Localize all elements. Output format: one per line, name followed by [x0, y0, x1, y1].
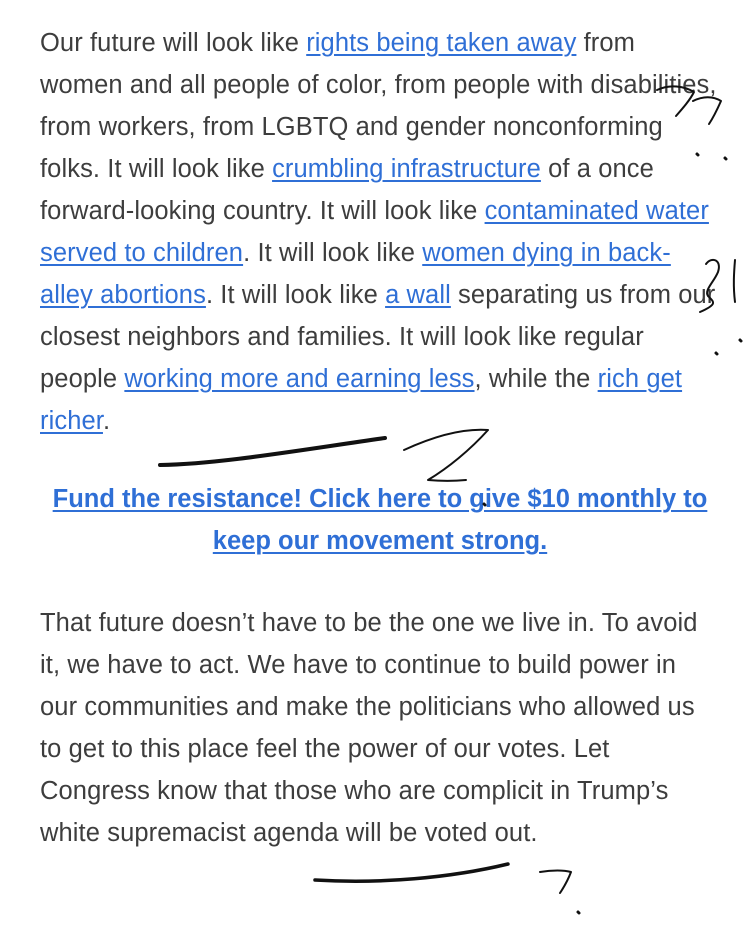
- paragraph-action: That future doesn’t have to be the one we live in. To avoid it, we have to act. We have to continue to build power in our communities and make the politicians who allowed us to get to this place feel the power of our votes. Let Congress know that those who are complicit in Trump’s white supremacist agenda will be voted out.: [40, 609, 698, 847]
- text-segment: separating us from our closest neighbors and families. It will look like regular people: [40, 281, 716, 393]
- link-back-alley-abortions[interactable]: women dying in back-alley abortions: [40, 239, 671, 309]
- ink-squiggle-bottom: [540, 871, 571, 894]
- link-working-more-earning-less[interactable]: working more and earning less: [124, 365, 475, 393]
- text-segment: of a once forward-looking country. It will look like: [40, 155, 654, 225]
- link-a-wall[interactable]: a wall: [385, 281, 451, 309]
- email-body: [40, 22, 720, 854]
- donate-link[interactable]: Fund the resistance! Click here to give $10 monthly to keep our movement strong.: [52, 485, 708, 555]
- text-segment: from women and all people of color, from people with disabilities, from workers, from LGBTQ and gender nonconforming folks. It will look like: [40, 29, 717, 183]
- text-segment: . It will look like: [243, 239, 423, 267]
- link-contaminated-water[interactable]: contaminated water served to children: [40, 197, 709, 267]
- paragraph-future: [40, 22, 720, 442]
- donate-call-to-action: [40, 478, 720, 562]
- ink-vertical-stroke: [734, 260, 735, 302]
- text-segment: .: [102, 407, 111, 435]
- text-segment: , while the: [474, 365, 598, 393]
- link-rights-taken-away[interactable]: rights being taken away: [306, 29, 577, 57]
- text-segment: Our future will look like: [40, 29, 307, 57]
- text-segment: . It will look like: [205, 281, 386, 309]
- ink-underline-white-supremacist: [315, 864, 508, 881]
- link-crumbling-infrastructure[interactable]: crumbling infrastructure: [272, 155, 541, 183]
- ink-dot: [740, 340, 741, 341]
- link-rich-get-richer[interactable]: rich get richer: [40, 365, 683, 435]
- ink-dot: [725, 158, 726, 159]
- ink-dot: [578, 912, 579, 913]
